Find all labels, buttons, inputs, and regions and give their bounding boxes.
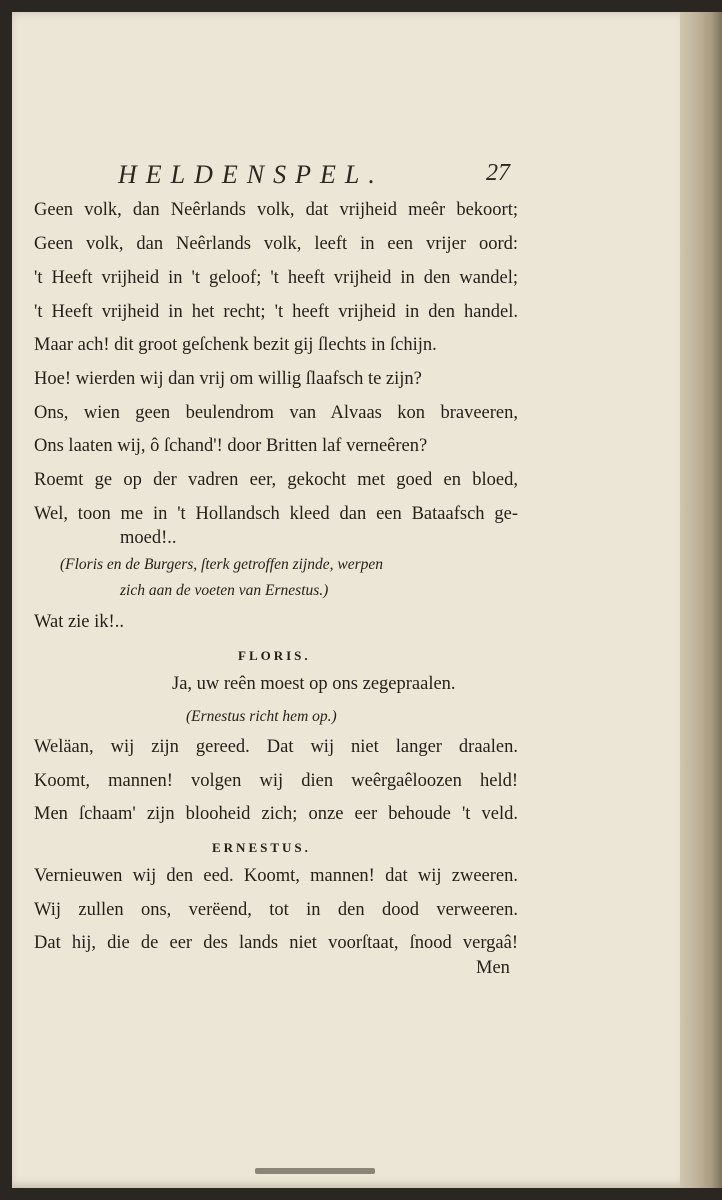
verse-line: Wel, toon me in 't Hollandsch kleed dan een Bataafsch ge- <box>34 504 518 524</box>
verse-line: Koomt, mannen! volgen wij dien weêrgaêloozen held! <box>34 771 518 791</box>
catchword: Men <box>476 958 510 978</box>
stage-direction: (Ernestus richt hem op.) <box>186 708 337 725</box>
verse-line: Geen volk, dan Neêrlands volk, dat vrijheid meêr bekoort; <box>34 200 518 220</box>
ink-smudge <box>255 1168 375 1174</box>
verse-line: Roemt ge op der vadren eer, gekocht met goed en bloed, <box>34 470 518 490</box>
verse-line: Maar ach! dit groot geſchenk bezit gij ſlechts in ſchijn. <box>34 335 437 355</box>
verse-line: 't Heeft vrijheid in het recht; 't heeft vrijheid in den handel. <box>34 302 518 322</box>
verse-line: Wij zullen ons, verëend, tot in den dood verweeren. <box>34 900 518 920</box>
verse-line: Ons, wien geen beulendrom van Alvaas kon braveeren, <box>34 403 518 423</box>
verse-line: Ons laaten wij, ô ſchand'! door Britten laf verneêren? <box>34 436 428 456</box>
verse-line: Hoe! wierden wij dan vrij om willig ſlaafsch te zijn? <box>34 369 422 389</box>
verse-line: Wat zie ik!.. <box>34 612 124 632</box>
speaker-name: FLORIS. <box>238 648 311 663</box>
verse-line: Men ſchaam' zijn blooheid zich; onze eer behoude 't veld. <box>34 804 518 824</box>
verse-line-continuation: moed!.. <box>120 528 177 548</box>
page-number: 27 <box>486 160 510 186</box>
stage-direction: (Floris en de Burgers, ſterk getroffen zijnde, werpen <box>60 556 384 573</box>
verse-line: Geen volk, dan Neêrlands volk, leeft in een vrijer oord: <box>34 234 518 254</box>
verse-line: Weläan, wij zijn gereed. Dat wij niet langer draalen. <box>34 737 518 757</box>
verse-line: 't Heeft vrijheid in 't geloof; 't heeft vrijheid in den wandel; <box>34 268 518 288</box>
stage-direction: zich aan de voeten van Ernestus.) <box>120 582 329 599</box>
page-edge <box>680 12 722 1188</box>
verse-line: Dat hij, die de eer des lands niet voorſtaat, ſnood vergaâ! <box>34 933 518 953</box>
speaker-name: ERNESTUS. <box>212 840 311 855</box>
running-header: HELDENSPEL. <box>118 160 384 189</box>
verse-line: Vernieuwen wij den eed. Koomt, mannen! dat wij zweeren. <box>34 866 518 886</box>
verse-line: Ja, uw reên moest op ons zegepraalen. <box>172 674 456 694</box>
